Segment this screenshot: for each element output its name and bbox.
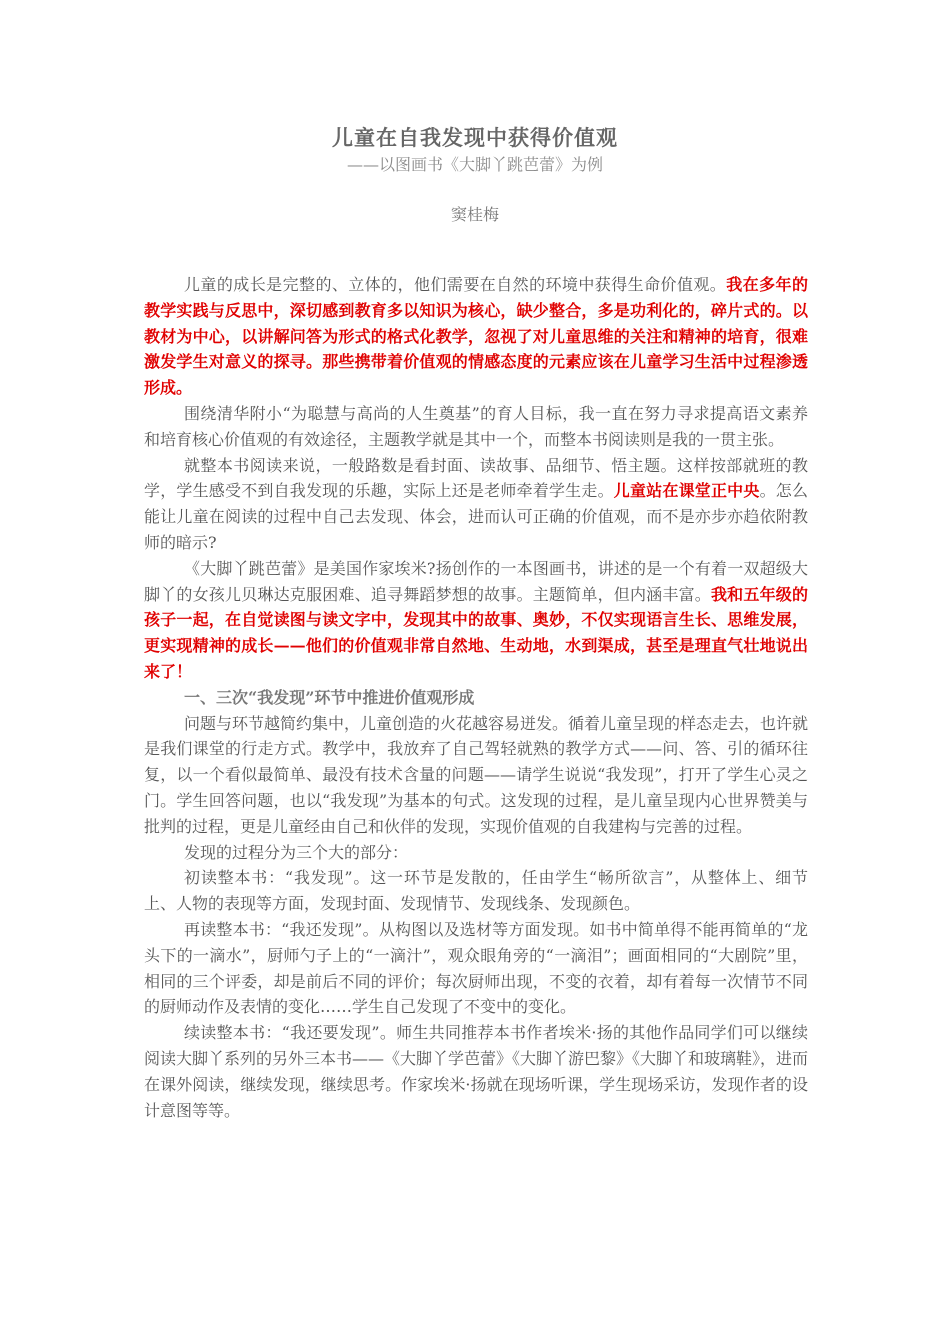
section-paragraph-1: 问题与环节越简约集中，儿童创造的火花越容易迸发。循着儿童呈现的样态走去，也许就是我们课堂的行走方式。教学中，我放弃了自己驾轻就熟的教学方式——问、答、引的循环往复，以一个看似最简单、最没有技术含量的问题——请学生说说“我发现”，打开了学生心灵之门。学生回答问题，也以“我发现”为基本的句式。这发现的过程，是儿童呈现内心世界赞美与批判的过程，更是儿童经由自己和伙伴的发现，实现价值观的自我建构与完善的过程。 bbox=[144, 713, 809, 836]
section-paragraph-5: 续读整本书：“我还要发现”。师生共同推荐本书作者埃米·扬的其他作品同学们可以继续阅读大脚丫系列的另外三本书——《大脚丫学芭蕾》《大脚丫游巴黎》《大脚丫和玻璃鞋》，进而在课外阅读，继续发现，继续思考。作家埃米·扬就在现场听课，学生现场采访，发现作者的设计意图等等。 bbox=[144, 1023, 809, 1120]
intro-emphasis-text: 我在多年的教学实践与反思中，深切感到教育多以知识为核心，缺少整合，多是功利化的，碎片式的。以教材为中心，以讲解问答为形式的格式化教学，忽视了对儿童思维的关注和精神的培育，很难激发学生对意义的探寻。那些携带着价值观的情感态度的元素应该在儿童学习生活中过程渗透形成。 bbox=[144, 275, 808, 398]
article-body bbox=[144, 272, 808, 1123]
paragraph-method bbox=[144, 453, 808, 556]
method-text-a: 就整本书阅读来说，一般路数是看封面、读故事、品细节、悟主题。这样按部就班的教学，学生感受不到自我发现的乐趣，实际上还是老师牵着学生走。 bbox=[144, 455, 808, 501]
method-emphasis-text: 儿童站在课堂正中央 bbox=[613, 481, 760, 501]
paragraph-intro bbox=[144, 272, 808, 401]
section-paragraph-3: 初读整本书：“我发现”。这一环节是发散的，任由学生“畅所欲言”，从整体上、细节上、人物的表现等方面，发现封面、发现情节、发现线条、发现颜色。 bbox=[144, 868, 808, 914]
section-heading: 一、三次“我发现”环节中推进价值观形成 bbox=[184, 687, 475, 707]
document-title: 儿童在自我发现中获得价值观 bbox=[332, 125, 618, 150]
book-emphasis-text: 我和五年级的孩子一起，在自觉读图与读文字中，发现其中的故事、奥妙，不仅实现语言生长、思维发展，更实现精神的成长——他们的价值观非常自然地、生动地，水到渠成，甚至是理直气壮地说出来了！ bbox=[144, 584, 808, 681]
intro-normal-text: 儿童的成长是完整的、立体的，他们需要在自然的环境中获得生命价值观。 bbox=[184, 275, 727, 294]
document-subtitle: ——以图画书《大脚丫跳芭蕾》为例 bbox=[346, 155, 603, 174]
book-normal-text: 《大脚丫跳芭蕾》是美国作家埃米?扬创作的一本图画书，讲述的是一个有着一双超级大脚丫的女孩儿贝琳达克服困难、追寻舞蹈梦想的故事。主题简单，但内涵丰富。 bbox=[144, 558, 808, 604]
paragraph-goal: 围绕清华附小“为聪慧与高尚的人生奠基”的育人目标，我一直在努力寻求提高语文素养和培育核心价值观的有效途径，主题教学就是其中一个，而整本书阅读则是我的一贯主张。 bbox=[144, 403, 808, 449]
paragraph-book bbox=[144, 556, 808, 685]
section-paragraph-4: 再读整本书：“我还发现”。从构图以及选材等方面发现。如书中简单得不能再简单的“龙头下的一滴水”，厨师勺子上的“一滴汁”，观众眼角旁的“一滴泪”；画面相同的“大剧院”里，相同的三个评委，却是前后不同的评价；每次厨师出现，不变的衣着，却有着每一次情节不同的厨师动作及表情的变化……学生自己发现了不变中的变化。 bbox=[144, 919, 808, 1017]
method-text-b: 。怎么能让儿童在阅读的过程中自己去发现、体会，进而认可正确的价值观，而不是亦步亦趋依附教师的暗示? bbox=[144, 481, 808, 552]
section-paragraph-2: 发现的过程分为三个大的部分： bbox=[184, 842, 409, 862]
author-name: 窦桂梅 bbox=[450, 205, 499, 224]
